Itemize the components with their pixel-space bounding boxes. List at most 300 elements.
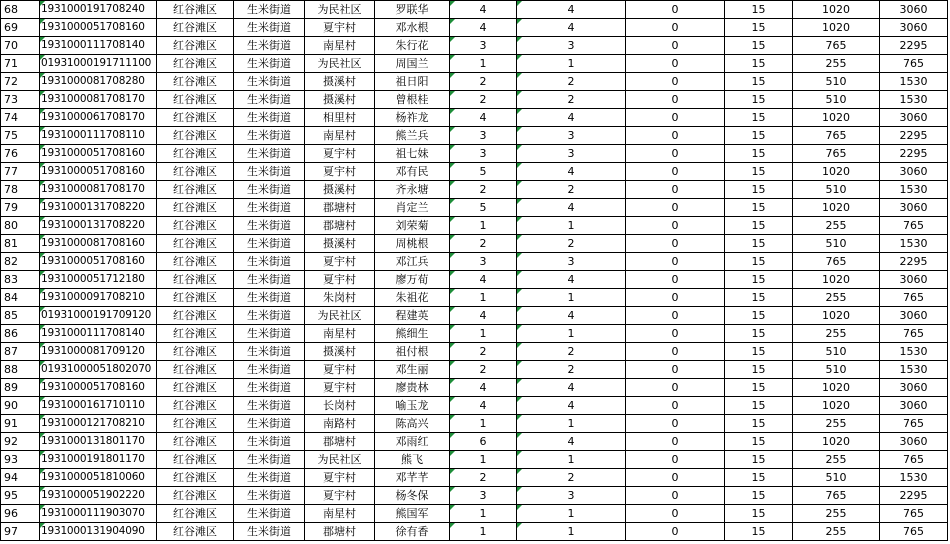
community-cell[interactable]: 南星村 — [305, 325, 375, 343]
total-cell[interactable]: 3060 — [880, 307, 948, 325]
total-cell[interactable]: 3060 — [880, 433, 948, 451]
count-cell[interactable]: 3 — [517, 487, 626, 505]
household-count-cell[interactable]: 4 — [450, 397, 517, 415]
amount-cell[interactable]: 1020 — [793, 163, 880, 181]
row-number[interactable]: 93 — [1, 451, 40, 469]
name-cell[interactable]: 邓芊芊 — [375, 469, 450, 487]
household-count-cell[interactable]: 2 — [450, 343, 517, 361]
row-number[interactable]: 84 — [1, 289, 40, 307]
rate-cell[interactable]: 15 — [725, 469, 793, 487]
household-count-cell[interactable]: 3 — [450, 487, 517, 505]
community-cell[interactable]: 朱岗村 — [305, 289, 375, 307]
community-cell[interactable]: 夏宇村 — [305, 271, 375, 289]
total-cell[interactable]: 1530 — [880, 343, 948, 361]
name-cell[interactable]: 罗联华 — [375, 1, 450, 19]
street-cell[interactable]: 生米街道 — [234, 37, 305, 55]
street-cell[interactable]: 生米街道 — [234, 217, 305, 235]
amount-cell[interactable]: 510 — [793, 343, 880, 361]
row-number[interactable]: 90 — [1, 397, 40, 415]
name-cell[interactable]: 徐有香 — [375, 523, 450, 541]
zero-cell[interactable]: 0 — [626, 289, 725, 307]
street-cell[interactable]: 生米街道 — [234, 1, 305, 19]
rate-cell[interactable]: 15 — [725, 199, 793, 217]
zero-cell[interactable]: 0 — [626, 343, 725, 361]
count-cell[interactable]: 1 — [517, 523, 626, 541]
total-cell[interactable]: 3060 — [880, 19, 948, 37]
rate-cell[interactable]: 15 — [725, 505, 793, 523]
zero-cell[interactable]: 0 — [626, 397, 725, 415]
count-cell[interactable]: 1 — [517, 415, 626, 433]
street-cell[interactable]: 生米街道 — [234, 361, 305, 379]
district-cell[interactable]: 红谷滩区 — [157, 343, 234, 361]
count-cell[interactable]: 4 — [517, 199, 626, 217]
row-number[interactable]: 70 — [1, 37, 40, 55]
community-cell[interactable]: 南星村 — [305, 505, 375, 523]
household-count-cell[interactable]: 3 — [450, 253, 517, 271]
id-cell[interactable]: 1931000111903070 — [40, 505, 157, 523]
total-cell[interactable]: 1530 — [880, 235, 948, 253]
street-cell[interactable]: 生米街道 — [234, 163, 305, 181]
name-cell[interactable]: 廖贵林 — [375, 379, 450, 397]
district-cell[interactable]: 红谷滩区 — [157, 109, 234, 127]
rate-cell[interactable]: 15 — [725, 73, 793, 91]
street-cell[interactable]: 生米街道 — [234, 487, 305, 505]
id-cell[interactable]: 1931000081708170 — [40, 91, 157, 109]
total-cell[interactable]: 1530 — [880, 469, 948, 487]
count-cell[interactable]: 4 — [517, 19, 626, 37]
count-cell[interactable]: 4 — [517, 1, 626, 19]
id-cell[interactable]: 1931000111708140 — [40, 37, 157, 55]
zero-cell[interactable]: 0 — [626, 181, 725, 199]
count-cell[interactable]: 3 — [517, 145, 626, 163]
total-cell[interactable]: 3060 — [880, 199, 948, 217]
district-cell[interactable]: 红谷滩区 — [157, 487, 234, 505]
street-cell[interactable]: 生米街道 — [234, 235, 305, 253]
count-cell[interactable]: 2 — [517, 235, 626, 253]
name-cell[interactable]: 齐永塘 — [375, 181, 450, 199]
id-cell[interactable]: 1931000131708220 — [40, 217, 157, 235]
household-count-cell[interactable]: 2 — [450, 361, 517, 379]
amount-cell[interactable]: 255 — [793, 415, 880, 433]
zero-cell[interactable]: 0 — [626, 271, 725, 289]
rate-cell[interactable]: 15 — [725, 487, 793, 505]
name-cell[interactable]: 熊飞 — [375, 451, 450, 469]
household-count-cell[interactable]: 4 — [450, 379, 517, 397]
row-number[interactable]: 78 — [1, 181, 40, 199]
community-cell[interactable]: 夏宇村 — [305, 361, 375, 379]
row-number[interactable]: 85 — [1, 307, 40, 325]
zero-cell[interactable]: 0 — [626, 451, 725, 469]
count-cell[interactable]: 3 — [517, 127, 626, 145]
zero-cell[interactable]: 0 — [626, 37, 725, 55]
name-cell[interactable]: 周桃根 — [375, 235, 450, 253]
household-count-cell[interactable]: 2 — [450, 469, 517, 487]
amount-cell[interactable]: 1020 — [793, 109, 880, 127]
row-number[interactable]: 88 — [1, 361, 40, 379]
street-cell[interactable]: 生米街道 — [234, 433, 305, 451]
household-count-cell[interactable]: 4 — [450, 109, 517, 127]
total-cell[interactable]: 1530 — [880, 361, 948, 379]
zero-cell[interactable]: 0 — [626, 127, 725, 145]
name-cell[interactable]: 祖付根 — [375, 343, 450, 361]
id-cell[interactable]: 1931000081708280 — [40, 73, 157, 91]
district-cell[interactable]: 红谷滩区 — [157, 19, 234, 37]
id-cell[interactable]: 1931000051902220 — [40, 487, 157, 505]
name-cell[interactable]: 熊兰兵 — [375, 127, 450, 145]
community-cell[interactable]: 为民社区 — [305, 1, 375, 19]
id-cell[interactable]: 1931000161710110 — [40, 397, 157, 415]
street-cell[interactable]: 生米街道 — [234, 343, 305, 361]
district-cell[interactable]: 红谷滩区 — [157, 253, 234, 271]
total-cell[interactable]: 2295 — [880, 487, 948, 505]
count-cell[interactable]: 1 — [517, 505, 626, 523]
rate-cell[interactable]: 15 — [725, 163, 793, 181]
zero-cell[interactable]: 0 — [626, 91, 725, 109]
household-count-cell[interactable]: 4 — [450, 1, 517, 19]
zero-cell[interactable]: 0 — [626, 199, 725, 217]
total-cell[interactable]: 765 — [880, 415, 948, 433]
amount-cell[interactable]: 765 — [793, 253, 880, 271]
rate-cell[interactable]: 15 — [725, 235, 793, 253]
rate-cell[interactable]: 15 — [725, 1, 793, 19]
street-cell[interactable]: 生米街道 — [234, 199, 305, 217]
total-cell[interactable]: 3060 — [880, 1, 948, 19]
rate-cell[interactable]: 15 — [725, 433, 793, 451]
count-cell[interactable]: 2 — [517, 91, 626, 109]
zero-cell[interactable]: 0 — [626, 433, 725, 451]
household-count-cell[interactable]: 1 — [450, 325, 517, 343]
name-cell[interactable]: 邓江兵 — [375, 253, 450, 271]
row-number[interactable]: 89 — [1, 379, 40, 397]
rate-cell[interactable]: 15 — [725, 19, 793, 37]
zero-cell[interactable]: 0 — [626, 307, 725, 325]
rate-cell[interactable]: 15 — [725, 307, 793, 325]
rate-cell[interactable]: 15 — [725, 253, 793, 271]
community-cell[interactable]: 为民社区 — [305, 307, 375, 325]
street-cell[interactable]: 生米街道 — [234, 469, 305, 487]
amount-cell[interactable]: 255 — [793, 325, 880, 343]
household-count-cell[interactable]: 1 — [450, 217, 517, 235]
name-cell[interactable]: 廖万荀 — [375, 271, 450, 289]
count-cell[interactable]: 4 — [517, 271, 626, 289]
id-cell[interactable]: 1931000051810060 — [40, 469, 157, 487]
amount-cell[interactable]: 1020 — [793, 397, 880, 415]
zero-cell[interactable]: 0 — [626, 109, 725, 127]
id-cell[interactable]: 1931000131904090 — [40, 523, 157, 541]
household-count-cell[interactable]: 2 — [450, 235, 517, 253]
district-cell[interactable]: 红谷滩区 — [157, 271, 234, 289]
total-cell[interactable]: 1530 — [880, 181, 948, 199]
household-count-cell[interactable]: 6 — [450, 433, 517, 451]
street-cell[interactable]: 生米街道 — [234, 19, 305, 37]
count-cell[interactable]: 1 — [517, 217, 626, 235]
row-number[interactable]: 68 — [1, 1, 40, 19]
count-cell[interactable]: 1 — [517, 289, 626, 307]
id-cell[interactable]: 1931000051708160 — [40, 253, 157, 271]
total-cell[interactable]: 3060 — [880, 109, 948, 127]
total-cell[interactable]: 1530 — [880, 91, 948, 109]
total-cell[interactable]: 765 — [880, 289, 948, 307]
household-count-cell[interactable]: 4 — [450, 19, 517, 37]
name-cell[interactable]: 熊细生 — [375, 325, 450, 343]
district-cell[interactable]: 红谷滩区 — [157, 397, 234, 415]
street-cell[interactable]: 生米街道 — [234, 91, 305, 109]
count-cell[interactable]: 3 — [517, 253, 626, 271]
total-cell[interactable]: 765 — [880, 505, 948, 523]
zero-cell[interactable]: 0 — [626, 253, 725, 271]
row-number[interactable]: 69 — [1, 19, 40, 37]
id-cell[interactable]: 1931000051708160 — [40, 379, 157, 397]
community-cell[interactable]: 摄溪村 — [305, 181, 375, 199]
amount-cell[interactable]: 255 — [793, 505, 880, 523]
household-count-cell[interactable]: 1 — [450, 289, 517, 307]
rate-cell[interactable]: 15 — [725, 55, 793, 73]
amount-cell[interactable]: 1020 — [793, 19, 880, 37]
district-cell[interactable]: 红谷滩区 — [157, 163, 234, 181]
district-cell[interactable]: 红谷滩区 — [157, 217, 234, 235]
name-cell[interactable]: 熊国军 — [375, 505, 450, 523]
row-number[interactable]: 74 — [1, 109, 40, 127]
row-number[interactable]: 92 — [1, 433, 40, 451]
row-number[interactable]: 82 — [1, 253, 40, 271]
row-number[interactable]: 79 — [1, 199, 40, 217]
district-cell[interactable]: 红谷滩区 — [157, 1, 234, 19]
zero-cell[interactable]: 0 — [626, 505, 725, 523]
community-cell[interactable]: 南星村 — [305, 127, 375, 145]
total-cell[interactable]: 2295 — [880, 145, 948, 163]
community-cell[interactable]: 夏宇村 — [305, 379, 375, 397]
amount-cell[interactable]: 1020 — [793, 199, 880, 217]
amount-cell[interactable]: 1020 — [793, 307, 880, 325]
id-cell[interactable]: 1931000121708210 — [40, 415, 157, 433]
district-cell[interactable]: 红谷滩区 — [157, 73, 234, 91]
district-cell[interactable]: 红谷滩区 — [157, 469, 234, 487]
row-number[interactable]: 83 — [1, 271, 40, 289]
rate-cell[interactable]: 15 — [725, 91, 793, 109]
household-count-cell[interactable]: 3 — [450, 127, 517, 145]
zero-cell[interactable]: 0 — [626, 217, 725, 235]
name-cell[interactable]: 朱行花 — [375, 37, 450, 55]
row-number[interactable]: 96 — [1, 505, 40, 523]
community-cell[interactable]: 夏宇村 — [305, 19, 375, 37]
community-cell[interactable]: 夏宇村 — [305, 163, 375, 181]
district-cell[interactable]: 红谷滩区 — [157, 91, 234, 109]
zero-cell[interactable]: 0 — [626, 487, 725, 505]
zero-cell[interactable]: 0 — [626, 361, 725, 379]
row-number[interactable]: 72 — [1, 73, 40, 91]
amount-cell[interactable]: 510 — [793, 73, 880, 91]
community-cell[interactable]: 郡塘村 — [305, 523, 375, 541]
street-cell[interactable]: 生米街道 — [234, 523, 305, 541]
amount-cell[interactable]: 255 — [793, 451, 880, 469]
street-cell[interactable]: 生米街道 — [234, 289, 305, 307]
row-number[interactable]: 75 — [1, 127, 40, 145]
amount-cell[interactable]: 1020 — [793, 1, 880, 19]
id-cell[interactable]: 1931000081708160 — [40, 235, 157, 253]
district-cell[interactable]: 红谷滩区 — [157, 55, 234, 73]
total-cell[interactable]: 2295 — [880, 37, 948, 55]
row-number[interactable]: 91 — [1, 415, 40, 433]
zero-cell[interactable]: 0 — [626, 469, 725, 487]
count-cell[interactable]: 2 — [517, 181, 626, 199]
row-number[interactable]: 76 — [1, 145, 40, 163]
street-cell[interactable]: 生米街道 — [234, 415, 305, 433]
rate-cell[interactable]: 15 — [725, 343, 793, 361]
rate-cell[interactable]: 15 — [725, 217, 793, 235]
rate-cell[interactable]: 15 — [725, 325, 793, 343]
community-cell[interactable]: 为民社区 — [305, 451, 375, 469]
amount-cell[interactable]: 510 — [793, 181, 880, 199]
district-cell[interactable]: 红谷滩区 — [157, 433, 234, 451]
count-cell[interactable]: 2 — [517, 469, 626, 487]
street-cell[interactable]: 生米街道 — [234, 451, 305, 469]
district-cell[interactable]: 红谷滩区 — [157, 361, 234, 379]
household-count-cell[interactable]: 4 — [450, 307, 517, 325]
community-cell[interactable]: 夏宇村 — [305, 469, 375, 487]
community-cell[interactable]: 夏宇村 — [305, 145, 375, 163]
street-cell[interactable]: 生米街道 — [234, 145, 305, 163]
community-cell[interactable]: 相里村 — [305, 109, 375, 127]
household-count-cell[interactable]: 4 — [450, 271, 517, 289]
street-cell[interactable]: 生米街道 — [234, 73, 305, 91]
community-cell[interactable]: 摄溪村 — [305, 91, 375, 109]
amount-cell[interactable]: 765 — [793, 145, 880, 163]
community-cell[interactable]: 为民社区 — [305, 55, 375, 73]
id-cell[interactable]: 1931000051708160 — [40, 145, 157, 163]
row-number[interactable]: 87 — [1, 343, 40, 361]
name-cell[interactable]: 邓水根 — [375, 19, 450, 37]
name-cell[interactable]: 程建英 — [375, 307, 450, 325]
total-cell[interactable]: 765 — [880, 55, 948, 73]
street-cell[interactable]: 生米街道 — [234, 109, 305, 127]
rate-cell[interactable]: 15 — [725, 415, 793, 433]
row-number[interactable]: 80 — [1, 217, 40, 235]
rate-cell[interactable]: 15 — [725, 127, 793, 145]
zero-cell[interactable]: 0 — [626, 19, 725, 37]
count-cell[interactable]: 4 — [517, 307, 626, 325]
total-cell[interactable]: 3060 — [880, 397, 948, 415]
district-cell[interactable]: 红谷滩区 — [157, 415, 234, 433]
id-cell[interactable]: 1931000051708160 — [40, 19, 157, 37]
name-cell[interactable]: 祖七妹 — [375, 145, 450, 163]
amount-cell[interactable]: 1020 — [793, 433, 880, 451]
street-cell[interactable]: 生米街道 — [234, 253, 305, 271]
district-cell[interactable]: 红谷滩区 — [157, 235, 234, 253]
total-cell[interactable]: 765 — [880, 523, 948, 541]
amount-cell[interactable]: 510 — [793, 469, 880, 487]
rate-cell[interactable]: 15 — [725, 397, 793, 415]
count-cell[interactable]: 1 — [517, 451, 626, 469]
name-cell[interactable]: 邓有民 — [375, 163, 450, 181]
id-cell[interactable]: 1931000191708240 — [40, 1, 157, 19]
amount-cell[interactable]: 765 — [793, 37, 880, 55]
street-cell[interactable]: 生米街道 — [234, 325, 305, 343]
street-cell[interactable]: 生米街道 — [234, 181, 305, 199]
count-cell[interactable]: 4 — [517, 109, 626, 127]
total-cell[interactable]: 765 — [880, 217, 948, 235]
street-cell[interactable]: 生米街道 — [234, 505, 305, 523]
row-number[interactable]: 94 — [1, 469, 40, 487]
name-cell[interactable]: 邓生丽 — [375, 361, 450, 379]
zero-cell[interactable]: 0 — [626, 415, 725, 433]
row-number[interactable]: 73 — [1, 91, 40, 109]
community-cell[interactable]: 南路村 — [305, 415, 375, 433]
id-cell[interactable]: 01931000051802070 — [40, 361, 157, 379]
household-count-cell[interactable]: 5 — [450, 199, 517, 217]
community-cell[interactable]: 摄溪村 — [305, 235, 375, 253]
rate-cell[interactable]: 15 — [725, 523, 793, 541]
district-cell[interactable]: 红谷滩区 — [157, 199, 234, 217]
community-cell[interactable]: 夏宇村 — [305, 253, 375, 271]
community-cell[interactable]: 郡塘村 — [305, 217, 375, 235]
district-cell[interactable]: 红谷滩区 — [157, 289, 234, 307]
household-count-cell[interactable]: 1 — [450, 55, 517, 73]
rate-cell[interactable]: 15 — [725, 271, 793, 289]
rate-cell[interactable]: 15 — [725, 37, 793, 55]
id-cell[interactable]: 1931000131708220 — [40, 199, 157, 217]
id-cell[interactable]: 1931000091708210 — [40, 289, 157, 307]
total-cell[interactable]: 2295 — [880, 253, 948, 271]
zero-cell[interactable]: 0 — [626, 379, 725, 397]
row-number[interactable]: 97 — [1, 523, 40, 541]
id-cell[interactable]: 1931000051708160 — [40, 163, 157, 181]
community-cell[interactable]: 摄溪村 — [305, 343, 375, 361]
household-count-cell[interactable]: 5 — [450, 163, 517, 181]
household-count-cell[interactable]: 3 — [450, 145, 517, 163]
household-count-cell[interactable]: 2 — [450, 91, 517, 109]
zero-cell[interactable]: 0 — [626, 73, 725, 91]
zero-cell[interactable]: 0 — [626, 55, 725, 73]
count-cell[interactable]: 3 — [517, 37, 626, 55]
zero-cell[interactable]: 0 — [626, 163, 725, 181]
amount-cell[interactable]: 255 — [793, 217, 880, 235]
street-cell[interactable]: 生米街道 — [234, 127, 305, 145]
amount-cell[interactable]: 1020 — [793, 271, 880, 289]
name-cell[interactable]: 周国兰 — [375, 55, 450, 73]
street-cell[interactable]: 生米街道 — [234, 397, 305, 415]
rate-cell[interactable]: 15 — [725, 145, 793, 163]
street-cell[interactable]: 生米街道 — [234, 379, 305, 397]
name-cell[interactable]: 曾根桂 — [375, 91, 450, 109]
household-count-cell[interactable]: 1 — [450, 415, 517, 433]
id-cell[interactable]: 1931000081709120 — [40, 343, 157, 361]
id-cell[interactable]: 01931000191709120 — [40, 307, 157, 325]
id-cell[interactable]: 1931000131801170 — [40, 433, 157, 451]
count-cell[interactable]: 4 — [517, 397, 626, 415]
row-number[interactable]: 95 — [1, 487, 40, 505]
id-cell[interactable]: 1931000081708170 — [40, 181, 157, 199]
community-cell[interactable]: 夏宇村 — [305, 487, 375, 505]
household-count-cell[interactable]: 1 — [450, 523, 517, 541]
household-count-cell[interactable]: 2 — [450, 181, 517, 199]
rate-cell[interactable]: 15 — [725, 181, 793, 199]
count-cell[interactable]: 1 — [517, 325, 626, 343]
street-cell[interactable]: 生米街道 — [234, 271, 305, 289]
name-cell[interactable]: 陈高兴 — [375, 415, 450, 433]
district-cell[interactable]: 红谷滩区 — [157, 523, 234, 541]
name-cell[interactable]: 肖定兰 — [375, 199, 450, 217]
community-cell[interactable]: 摄溪村 — [305, 73, 375, 91]
district-cell[interactable]: 红谷滩区 — [157, 505, 234, 523]
total-cell[interactable]: 1530 — [880, 73, 948, 91]
rate-cell[interactable]: 15 — [725, 361, 793, 379]
id-cell[interactable]: 1931000191801170 — [40, 451, 157, 469]
name-cell[interactable]: 杨祚龙 — [375, 109, 450, 127]
street-cell[interactable]: 生米街道 — [234, 55, 305, 73]
count-cell[interactable]: 4 — [517, 163, 626, 181]
amount-cell[interactable]: 510 — [793, 361, 880, 379]
total-cell[interactable]: 3060 — [880, 163, 948, 181]
